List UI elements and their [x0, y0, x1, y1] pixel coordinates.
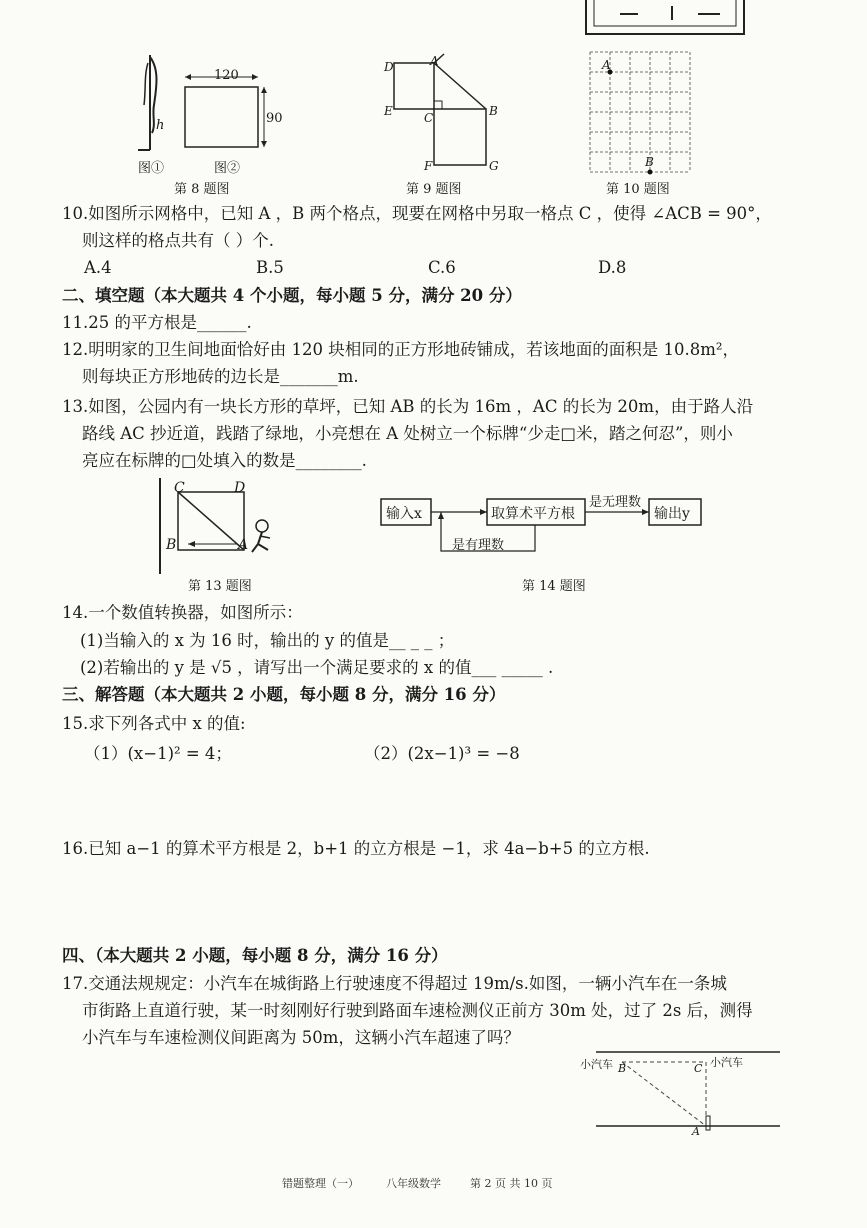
q17-line1: 17.交通法规规定：小汽车在城街路上行驶速度不得超过 19m/s.如图，一辆小汽车在一条城: [62, 974, 727, 993]
figure-14-flowchart: [375, 485, 715, 565]
fig17-car-left: 小汽车: [580, 1058, 613, 1071]
q13-line1: 13.如图，公园内有一块长方形的草坪，已知 AB 的长为 16m ，AC 的长为 20m，由于路人沿: [62, 397, 754, 416]
fig14-output-box: 输出y: [654, 506, 690, 522]
section2-heading: 二、填空题（本大题共 4 个小题，每小题 5 分，满分 20 分）: [62, 286, 522, 305]
fig17-point-b: B: [618, 1062, 627, 1075]
fig17-point-c: C: [694, 1062, 703, 1075]
q10-option-a: A.4: [84, 258, 112, 277]
figure-13: [150, 476, 290, 576]
fig13-point-a: A: [238, 537, 249, 553]
q13-line2: 路线 AC 抄近道，践踏了绿地，小亮想在 A 处树立一个标牌“少走□米，踏之何忍”，则小: [82, 424, 733, 443]
fig8-fig1-label: 图①: [138, 161, 165, 176]
footer-subject: 八年级数学: [386, 1177, 441, 1190]
fig9-point-e: E: [384, 104, 393, 118]
fig13-point-d: D: [234, 480, 246, 496]
q10-line2: 则这样的格点共有（ ）个.: [82, 231, 274, 250]
section4-heading: 四、（本大题共 2 小题，每小题 8 分，满分 16 分）: [62, 946, 448, 965]
fig14-caption: 第 14 题图: [522, 579, 586, 594]
q10-option-c: C.6: [428, 258, 456, 277]
q10-line1: 10.如图所示网格中，已知 A ，B 两个格点，现要在网格中另取一格点 C ，使得 ∠ACB = 90°，: [62, 204, 772, 223]
q10-option-b: B.5: [256, 258, 284, 277]
q14-line2: (1)当输入的 x 为 16 时，输出的 y 的值是__ _ _ ；: [80, 631, 455, 650]
fig9-point-b: B: [489, 104, 498, 118]
fig10-point-a: A: [602, 58, 611, 72]
fig14-rational-label: 是有理数: [452, 538, 505, 553]
q12-line2: 则每块正方形地砖的边长是_______m.: [82, 367, 359, 386]
fig8-fig2-label: 图②: [214, 161, 241, 176]
fig9-point-c: C: [424, 111, 434, 125]
q11-text: 11.25 的平方根是______.: [62, 313, 252, 332]
q16-text: 16.已知 a−1 的算术平方根是 2，b+1 的立方根是 −1，求 4a−b+5 的立方根.: [62, 839, 650, 858]
q13-line3: 亮应在标牌的□处填入的数是________.: [82, 451, 367, 470]
fig13-caption: 第 13 题图: [188, 579, 252, 594]
fig9-point-d: D: [384, 60, 394, 74]
figure-8: [130, 55, 290, 165]
q12-line1: 12.明明家的卫生间地面恰好由 120 块相同的正方形地砖铺成，若该地面的面积是 10.8m²，: [62, 340, 739, 359]
figure-17: [590, 1040, 790, 1140]
fig17-car-right: 小汽车: [710, 1056, 743, 1069]
fig10-caption: 第 10 题图: [606, 182, 670, 197]
fig8-caption: 第 8 题图: [174, 182, 230, 197]
section3-heading: 三、解答题（本大题共 2 小题，每小题 8 分，满分 16 分）: [62, 685, 506, 704]
fig9-point-a: A: [430, 54, 439, 68]
q17-line2: 市街路上直道行驶，某一时刻刚好行驶到路面车速检测仪正前方 30m 处，过了 2s 后，测得: [82, 1001, 753, 1020]
fig10-point-b: B: [645, 155, 654, 169]
q14-line1: 14.一个数值转换器，如图所示：: [62, 603, 303, 622]
fig14-input-box: 输入x: [386, 506, 422, 522]
fig9-point-f: F: [424, 159, 433, 173]
footer-title: 错题整理（一）: [282, 1177, 359, 1190]
q15-part2: （2）(2x−1)³ = −8: [364, 744, 520, 763]
q17-line3: 小汽车与车速检测仪间距离为 50m，这辆小汽车超速了吗？: [82, 1028, 520, 1047]
q14-line3: (2)若输出的 y 是 √5 ，请写出一个满足要求的 x 的值___ _____ .: [80, 658, 554, 677]
fig8-height-value: 90: [266, 111, 283, 126]
q15-part1: （1）(x−1)² = 4；: [84, 744, 232, 763]
fig8-height-label: h: [156, 118, 165, 133]
fig8-width-value: 120: [214, 68, 239, 83]
fig17-point-a: A: [692, 1125, 700, 1138]
q10-option-d: D.8: [598, 258, 627, 277]
fig14-irrational-label: 是无理数: [589, 495, 642, 510]
fig9-caption: 第 9 题图: [406, 182, 462, 197]
fig13-point-b: B: [166, 537, 177, 553]
fig9-point-g: G: [489, 159, 499, 173]
q15-stem: 15.求下列各式中 x 的值:: [62, 714, 246, 733]
footer-page-number: 第 2 页 共 10 页: [470, 1177, 553, 1190]
fig14-process-box: 取算术平方根: [491, 506, 575, 522]
top-stamp-frame: [580, 0, 750, 40]
fig13-point-c: C: [174, 480, 185, 496]
